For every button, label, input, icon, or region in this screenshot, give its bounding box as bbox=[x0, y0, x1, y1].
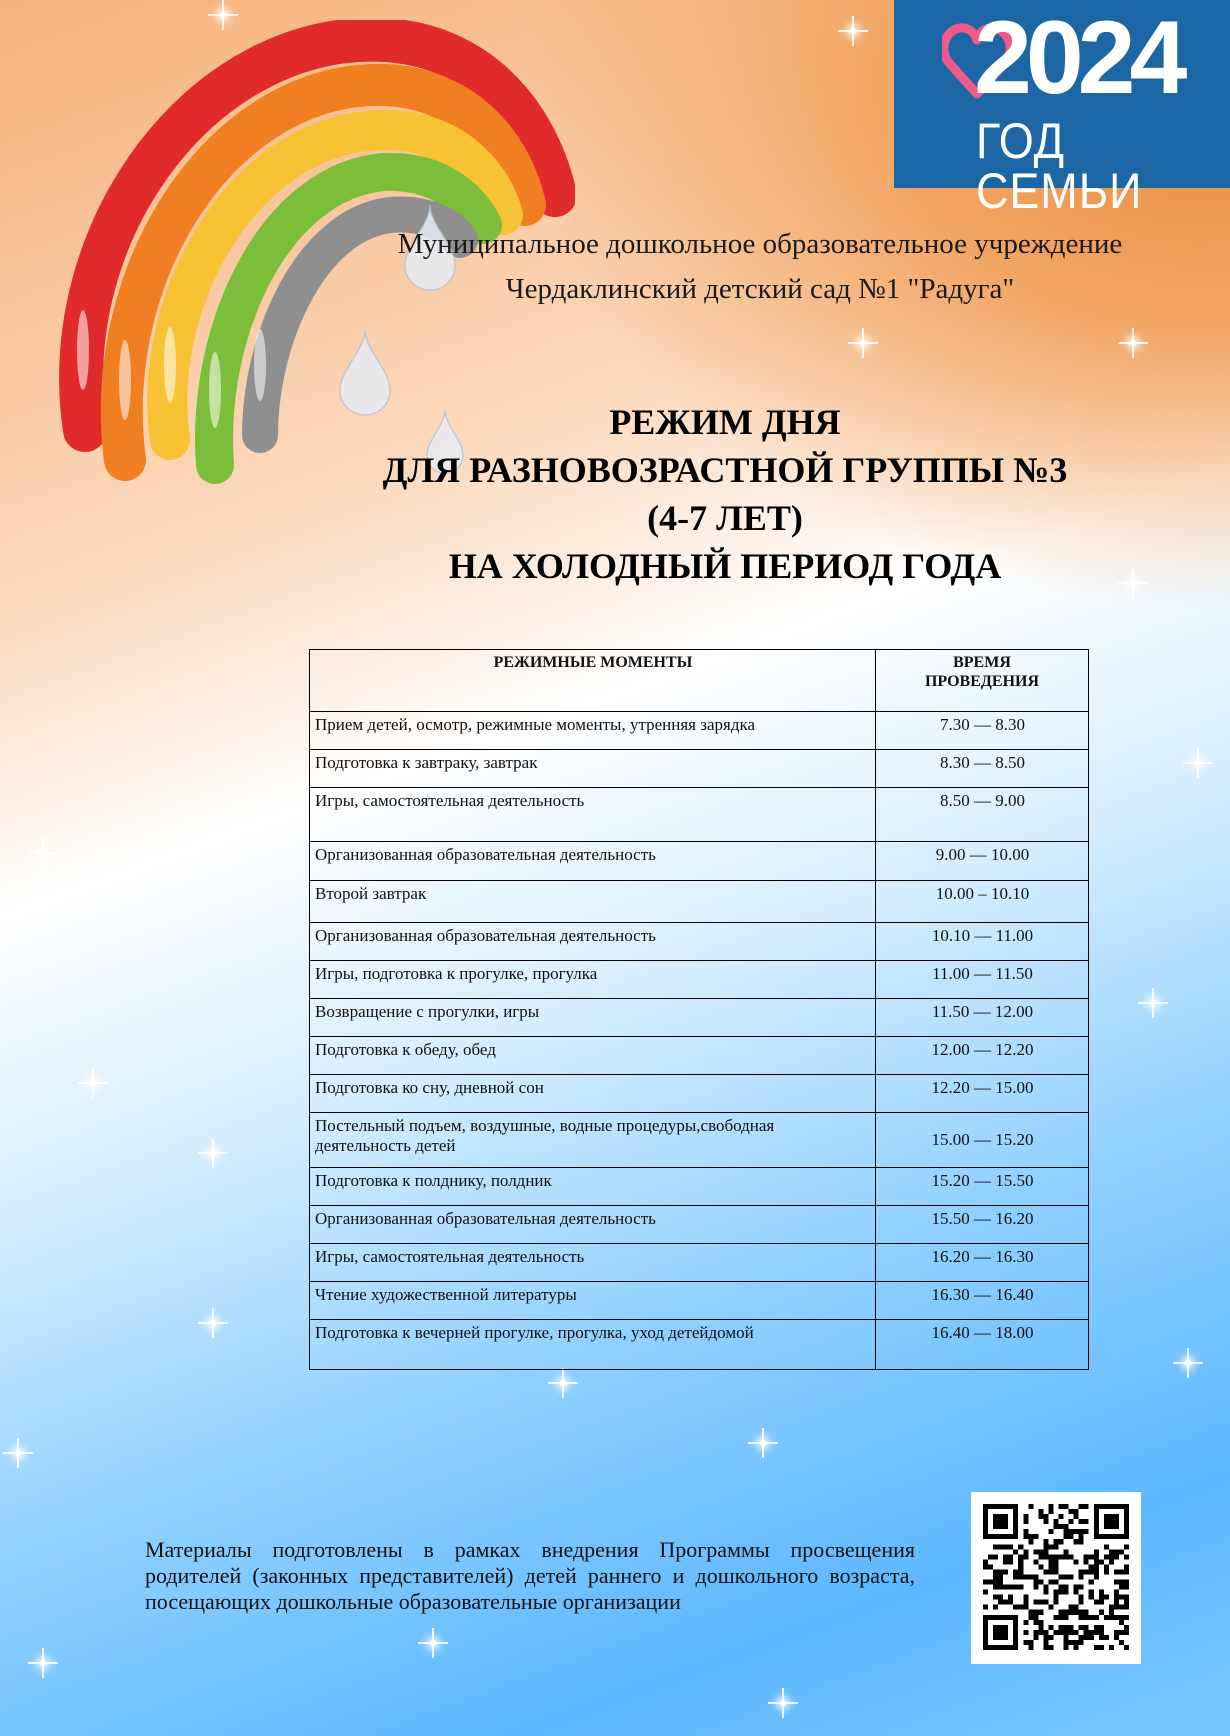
time-cell: 12.00 — 12.20 bbox=[876, 1037, 1089, 1075]
activity-cell: Игры, самостоятельная деятельность bbox=[310, 1244, 876, 1282]
sparkle-icon bbox=[860, 340, 866, 346]
table-row bbox=[310, 1075, 1089, 1113]
activity-cell: Второй завтрак bbox=[310, 881, 876, 923]
time-cell: 11.50 — 12.00 bbox=[876, 999, 1089, 1037]
table-row bbox=[310, 712, 1089, 750]
time-cell: 11.00 — 11.50 bbox=[876, 961, 1089, 999]
activity-cell: Игры, подготовка к прогулке, прогулка bbox=[310, 961, 876, 999]
activity-cell: Подготовка ко сну, дневной сон bbox=[310, 1075, 876, 1113]
activity-cell: Игры, самостоятельная деятельность bbox=[310, 788, 876, 842]
table-row bbox=[310, 999, 1089, 1037]
table-row bbox=[310, 1282, 1089, 1320]
activity-cell: Возвращение с прогулки, игры bbox=[310, 999, 876, 1037]
time-cell: 8.30 — 8.50 bbox=[876, 750, 1089, 788]
time-cell: 16.20 — 16.30 bbox=[876, 1244, 1089, 1282]
sparkle-icon bbox=[850, 28, 856, 34]
title-line: (4-7 ЛЕТ) bbox=[647, 498, 803, 538]
title-line: РЕЖИМ ДНЯ bbox=[609, 402, 841, 442]
activity-cell: Постельный подъем, воздушные, водные процедуры,свободная деятельность детей bbox=[310, 1113, 876, 1168]
footer-note: Материалы подготовлены в рамках внедрения Программы просвещения родителей (законных представителей) детей раннего и дошкольного возраста, посещающих дошкольные образовательные организации bbox=[145, 1537, 915, 1614]
activity-cell: Подготовка к вечерней прогулке, прогулка, уход детейдомой bbox=[310, 1320, 876, 1370]
time-cell: 8.50 — 9.00 bbox=[876, 788, 1089, 842]
organization-line: Чердаклинский детский сад №1 "Радуга" bbox=[505, 273, 1015, 305]
header-activity: РЕЖИМНЫЕ МОМЕНТЫ bbox=[310, 650, 876, 712]
page-title bbox=[300, 398, 1150, 590]
sparkle-icon bbox=[430, 1640, 436, 1646]
time-cell: 10.00 – 10.10 bbox=[876, 881, 1089, 923]
sparkle-icon bbox=[220, 12, 226, 18]
activity-cell: Организованная образовательная деятельность bbox=[310, 923, 876, 961]
time-cell: 12.20 — 15.00 bbox=[876, 1075, 1089, 1113]
time-cell: 16.30 — 16.40 bbox=[876, 1282, 1089, 1320]
table-header-row bbox=[310, 650, 1089, 712]
activity-cell: Организованная образовательная деятельность bbox=[310, 842, 876, 881]
table-row bbox=[310, 923, 1089, 961]
sparkle-icon bbox=[210, 1150, 216, 1156]
time-cell: 7.30 — 8.30 bbox=[876, 712, 1089, 750]
logo-subtitle: ГОД СЕМЬИ bbox=[976, 113, 1143, 219]
organization-name bbox=[345, 222, 1175, 312]
table-row bbox=[310, 961, 1089, 999]
time-cell: 9.00 — 10.00 bbox=[876, 842, 1089, 881]
table-row bbox=[310, 1168, 1089, 1206]
sparkle-icon bbox=[40, 850, 46, 856]
sparkle-icon bbox=[560, 1380, 566, 1386]
time-cell: 15.50 — 16.20 bbox=[876, 1206, 1089, 1244]
activity-cell: Прием детей, осмотр, режимные моменты, утренняя зарядка bbox=[310, 712, 876, 750]
activity-cell: Подготовка к завтраку, завтрак bbox=[310, 750, 876, 788]
table-row bbox=[310, 1037, 1089, 1075]
sparkle-icon bbox=[1185, 1360, 1191, 1366]
sparkle-icon bbox=[40, 1660, 46, 1666]
sparkle-icon bbox=[15, 1450, 21, 1456]
activity-cell: Чтение художественной литературы bbox=[310, 1282, 876, 1320]
time-cell: 15.20 — 15.50 bbox=[876, 1168, 1089, 1206]
activity-cell: Организованная образовательная деятельность bbox=[310, 1206, 876, 1244]
sparkle-icon bbox=[1130, 340, 1136, 346]
daily-schedule-table bbox=[309, 649, 1089, 1370]
logo-year: 2024 bbox=[974, 0, 1182, 116]
time-cell: 15.00 — 15.20 bbox=[876, 1113, 1089, 1168]
table-row bbox=[310, 1244, 1089, 1282]
header-time: ВРЕМЯ ПРОВЕДЕНИЯ bbox=[876, 650, 1089, 712]
qr-code-icon bbox=[971, 1492, 1141, 1664]
sparkle-icon bbox=[90, 1080, 96, 1086]
sparkle-icon bbox=[1195, 760, 1201, 766]
table-row bbox=[310, 750, 1089, 788]
year-of-family-logo bbox=[894, 0, 1230, 219]
table-row bbox=[310, 881, 1089, 923]
sparkle-icon bbox=[760, 1440, 766, 1446]
time-cell: 16.40 — 18.00 bbox=[876, 1320, 1089, 1370]
sparkle-icon bbox=[210, 1320, 216, 1326]
organization-line: Муниципальное дошкольное образовательное учреждение bbox=[397, 228, 1123, 260]
title-line: ДЛЯ РАЗНОВОЗРАСТНОЙ ГРУППЫ №3 bbox=[382, 450, 1068, 490]
table-row bbox=[310, 842, 1089, 881]
table-row bbox=[310, 1320, 1089, 1370]
sparkle-icon bbox=[780, 1700, 786, 1706]
schedule-body bbox=[310, 712, 1089, 1370]
title-line: НА ХОЛОДНЫЙ ПЕРИОД ГОДА bbox=[448, 546, 1002, 586]
sparkle-icon bbox=[1150, 1000, 1156, 1006]
activity-cell: Подготовка к полднику, полдник bbox=[310, 1168, 876, 1206]
table-row bbox=[310, 1113, 1089, 1168]
table-row bbox=[310, 788, 1089, 842]
time-cell: 10.10 — 11.00 bbox=[876, 923, 1089, 961]
table-row bbox=[310, 1206, 1089, 1244]
activity-cell: Подготовка к обеду, обед bbox=[310, 1037, 876, 1075]
